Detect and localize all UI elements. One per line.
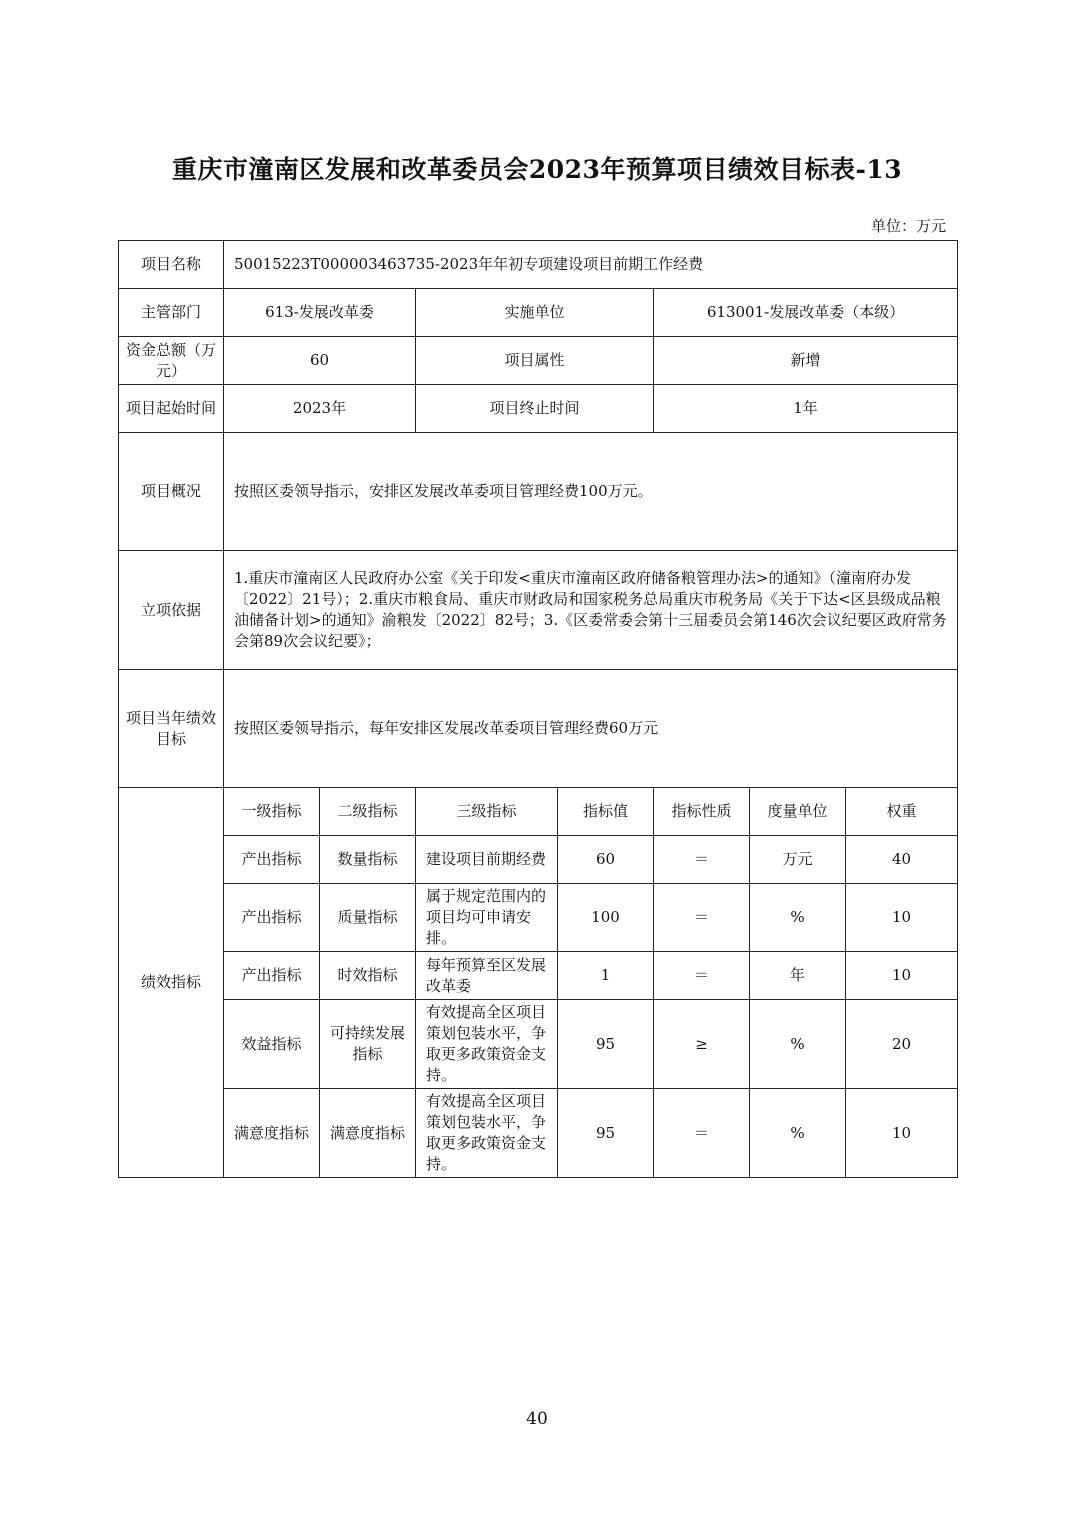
table-cell: 产出指标 (224, 952, 320, 1000)
attr-value: 新增 (654, 337, 958, 385)
performance-table (118, 240, 958, 1178)
dept-value: 613-发展改革委 (224, 289, 416, 337)
attr-label: 项目属性 (416, 337, 654, 385)
goal-label: 项目当年绩效目标 (119, 670, 224, 788)
perf-header-cell: 三级指标 (416, 788, 558, 836)
overview-label: 项目概况 (119, 433, 224, 551)
funds-value: 60 (224, 337, 416, 385)
perf-header-cell: 一级指标 (224, 788, 320, 836)
table-cell: 每年预算至区发展改革委 (416, 952, 558, 1000)
table-cell: % (750, 1000, 846, 1089)
table-cell: ≥ (654, 1000, 750, 1089)
table-cell: 产出指标 (224, 836, 320, 884)
table-row (119, 836, 958, 884)
overview-value: 按照区委领导指示，安排区发展改革委项目管理经费100万元。 (224, 433, 958, 551)
end-label: 项目终止时间 (416, 385, 654, 433)
table-cell: 有效提高全区项目策划包装水平，争取更多政策资金支持。 (416, 1000, 558, 1089)
perf-label: 绩效指标 (119, 788, 224, 1178)
table-cell: 产出指标 (224, 884, 320, 952)
table-cell: 数量指标 (320, 836, 416, 884)
project-name-value: 50015223T000003463735-2023年年初专项建设项目前期工作经费 (224, 241, 958, 289)
table-cell: ＝ (654, 836, 750, 884)
table-cell: 1 (558, 952, 654, 1000)
table-cell: % (750, 884, 846, 952)
table-cell: 满意度指标 (320, 1089, 416, 1178)
table-cell: 10 (846, 952, 958, 1000)
table-cell: ＝ (654, 884, 750, 952)
perf-header-cell: 二级指标 (320, 788, 416, 836)
perf-header-cell: 度量单位 (750, 788, 846, 836)
page-title: 重庆市潼南区发展和改革委员会2023年预算项目绩效目标表-13 (171, 155, 903, 184)
table-cell: 可持续发展指标 (320, 1000, 416, 1089)
table-cell: 时效指标 (320, 952, 416, 1000)
perf-header-cell: 指标性质 (654, 788, 750, 836)
start-value: 2023年 (224, 385, 416, 433)
table-cell: 满意度指标 (224, 1089, 320, 1178)
unit-label: 单位：万元 (870, 217, 946, 235)
table-cell: 10 (846, 884, 958, 952)
table-row (119, 884, 958, 952)
impl-value: 613001-发展改革委（本级） (654, 289, 958, 337)
basis-value: 1.重庆市潼南区人民政府办公室《关于印发<重庆市潼南区政府储备粮管理办法>的通知》（潼南府办发〔2022〕21号）；2.重庆市粮食局、重庆市财政局和国家税务总局重庆市税务局《关于下达<区县级成品粮油储备计划>的通知》渝粮发〔2022〕82号；3.《区委常委会第十三届委员会第146次会议纪要区政府常务会第89次会议纪要》； (224, 551, 958, 670)
table-cell: 95 (558, 1089, 654, 1178)
table-cell: 效益指标 (224, 1000, 320, 1089)
basis-label: 立项依据 (119, 551, 224, 670)
start-label: 项目起始时间 (119, 385, 224, 433)
table-cell: 有效提高全区项目策划包装水平，争取更多政策资金支持。 (416, 1089, 558, 1178)
table-cell: % (750, 1089, 846, 1178)
table-cell: 年 (750, 952, 846, 1000)
page-number: 40 (526, 1409, 548, 1429)
table-cell: 20 (846, 1000, 958, 1089)
table-cell: ＝ (654, 1089, 750, 1178)
impl-label: 实施单位 (416, 289, 654, 337)
perf-header-cell: 权重 (846, 788, 958, 836)
table-row (119, 952, 958, 1000)
table-cell: ＝ (654, 952, 750, 1000)
table-cell: 建设项目前期经费 (416, 836, 558, 884)
table-row (119, 1000, 958, 1089)
table-cell: 40 (846, 836, 958, 884)
funds-label: 资金总额（万元） (119, 337, 224, 385)
table-cell: 质量指标 (320, 884, 416, 952)
table-cell: 属于规定范围内的项目均可申请安排。 (416, 884, 558, 952)
table-cell: 10 (846, 1089, 958, 1178)
end-value: 1年 (654, 385, 958, 433)
table-cell: 60 (558, 836, 654, 884)
perf-header-cell: 指标值 (558, 788, 654, 836)
table-cell: 100 (558, 884, 654, 952)
table-cell: 万元 (750, 836, 846, 884)
table-cell: 95 (558, 1000, 654, 1089)
project-name-label: 项目名称 (119, 241, 224, 289)
dept-label: 主管部门 (119, 289, 224, 337)
goal-value: 按照区委领导指示，每年安排区发展改革委项目管理经费60万元 (224, 670, 958, 788)
table-row (119, 1089, 958, 1178)
